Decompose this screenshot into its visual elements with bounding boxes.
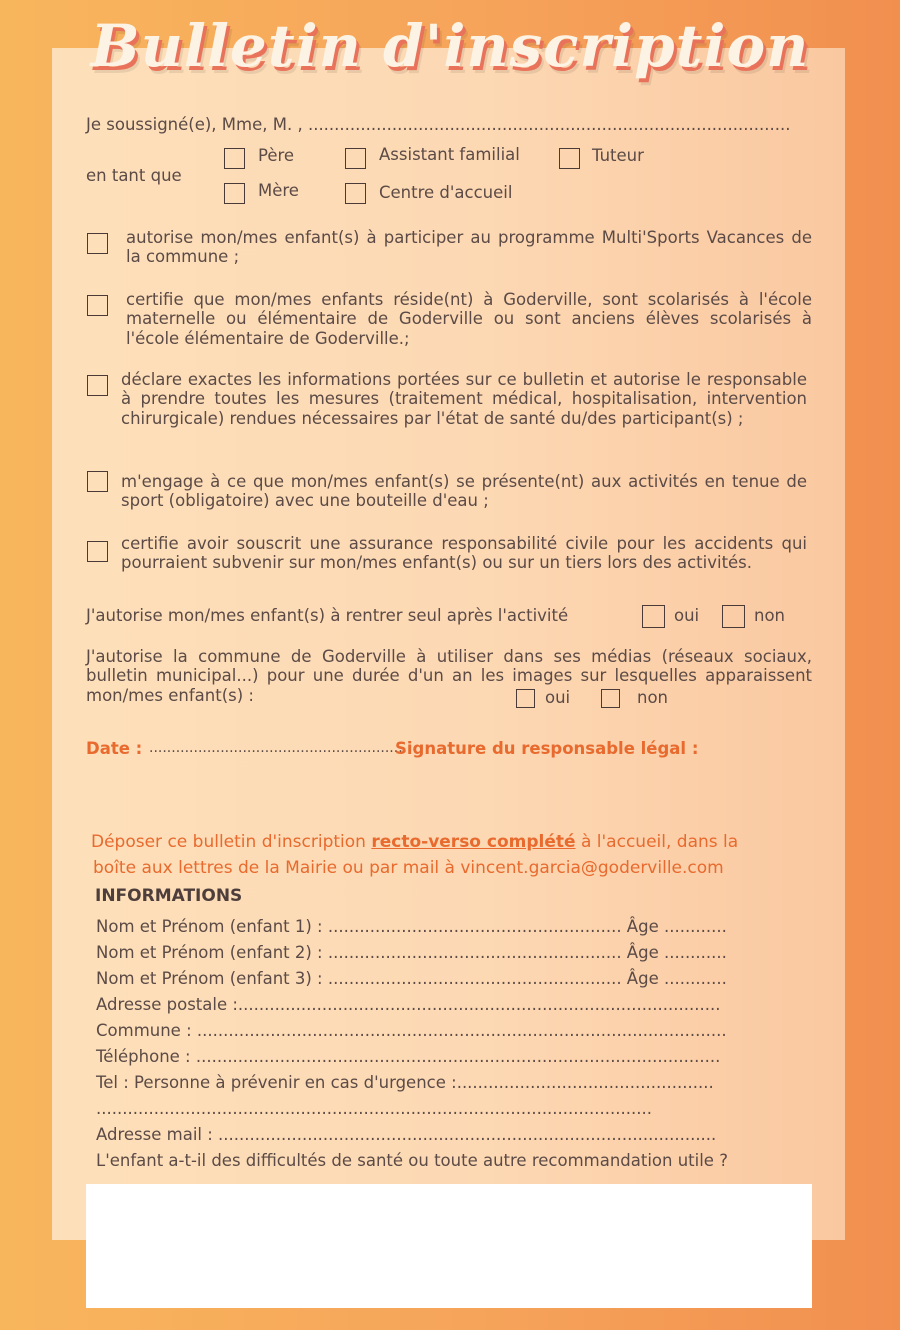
info-heading: INFORMATIONS: [95, 886, 243, 906]
option-tuteur: Tuteur: [592, 146, 644, 165]
info-phone[interactable]: Téléphone : ....................................................................................................: [96, 1047, 721, 1066]
checkbox-go-home-yes[interactable]: [642, 605, 665, 628]
checkbox-clause-1[interactable]: [87, 233, 108, 254]
checkbox-clause-2[interactable]: [87, 295, 108, 316]
go-home-no-label: non: [754, 606, 786, 625]
role-label: en tant que: [86, 166, 182, 185]
info-emergency-contact-cont[interactable]: ..........................................................................................................: [96, 1099, 652, 1118]
checkbox-clause-5[interactable]: [87, 541, 108, 562]
date-field[interactable]: ...........................................................: [149, 740, 412, 756]
clause-4: m'engage à ce que mon/mes enfant(s) se présente(nt) aux activités en tenue de sport (obligatoire) avec une bouteille d'eau ;: [121, 472, 807, 511]
option-mere: Mère: [258, 181, 299, 200]
media-no-label: non: [637, 688, 669, 707]
checkbox-centre-accueil[interactable]: [345, 183, 366, 204]
info-child-1[interactable]: Nom et Prénom (enfant 1) : ........................................................ Âge ............: [96, 917, 727, 936]
option-centre-accueil: Centre d'accueil: [379, 183, 513, 202]
signature-label: Signature du responsable légal :: [395, 739, 699, 758]
deposit-text-2: à l'accueil, dans la: [575, 832, 739, 852]
deposit-emphasis: recto-verso complété: [371, 832, 576, 852]
undersigned-line[interactable]: Je soussigné(e), Mme, M. , ............................................................................................: [86, 115, 791, 134]
option-assistant-familial: Assistant familial: [379, 145, 520, 164]
checkbox-clause-4[interactable]: [87, 471, 108, 492]
checkbox-mere[interactable]: [224, 183, 245, 204]
deposit-instructions-line2: boîte aux lettres de la Mairie ou par mail à vincent.garcia@goderville.com: [93, 858, 724, 878]
checkbox-pere[interactable]: [224, 148, 245, 169]
option-pere: Père: [258, 146, 295, 165]
info-child-3[interactable]: Nom et Prénom (enfant 3) : ........................................................ Âge ............: [96, 969, 727, 988]
info-child-2[interactable]: Nom et Prénom (enfant 2) : ........................................................ Âge ............: [96, 943, 727, 962]
info-health-question: L'enfant a-t-il des difficultés de santé ou toute autre recommandation utile ?: [96, 1151, 728, 1170]
page-title: Bulletin d'inscription: [90, 12, 810, 80]
go-home-yes-label: oui: [674, 606, 700, 625]
info-emergency-contact[interactable]: Tel : Personne à prévenir en cas d'urgence :.................................................: [96, 1073, 714, 1092]
date-label: Date :: [86, 739, 143, 758]
deposit-text-1: Déposer ce bulletin d'inscription: [91, 832, 372, 852]
clause-5: certifie avoir souscrit une assurance responsabilité civile pour les accidents qui pourraient subvenir sur mon/mes enfant(s) ou sur un tiers lors des activités.: [121, 534, 807, 573]
info-commune[interactable]: Commune : .....................................................................................................: [96, 1021, 727, 1040]
checkbox-tuteur[interactable]: [559, 148, 580, 169]
media-yes-label: oui: [545, 688, 571, 707]
media-question: J'autorise la commune de Goderville à utiliser dans ses médias (réseaux sociaux, bulletin municipal...) pour une durée d'un an les images sur lesquelles apparaissent mon/mes enfant(s) :: [86, 647, 812, 705]
checkbox-media-yes[interactable]: [516, 689, 535, 708]
clause-3: déclare exactes les informations portées sur ce bulletin et autorise le responsable à prendre toutes les mesures (traitement médical, hospitalisation, intervention chirurgicale) rendues nécessaires par l'état de santé du/des participant(s) ;: [121, 370, 807, 428]
checkbox-clause-3[interactable]: [87, 375, 108, 396]
clause-2: certifie que mon/mes enfants réside(nt) à Goderville, sont scolarisés à l'école maternelle ou élémentaire de Goderville ou sont anciens élèves scolarisés à l'école élémentaire de Goderville.;: [126, 290, 812, 348]
health-answer-box[interactable]: [86, 1184, 812, 1308]
checkbox-media-no[interactable]: [601, 689, 620, 708]
info-email[interactable]: Adresse mail : ...............................................................................................: [96, 1125, 717, 1144]
clause-1: autorise mon/mes enfant(s) à participer au programme Multi'Sports Vacances de la commune ;: [126, 228, 812, 267]
checkbox-assistant-familial[interactable]: [345, 148, 366, 169]
go-home-question: J'autorise mon/mes enfant(s) à rentrer seul après l'activité: [86, 606, 569, 625]
deposit-instructions-line1: [91, 833, 738, 852]
checkbox-go-home-no[interactable]: [722, 605, 745, 628]
info-address[interactable]: Adresse postale :............................................................................................: [96, 995, 721, 1014]
